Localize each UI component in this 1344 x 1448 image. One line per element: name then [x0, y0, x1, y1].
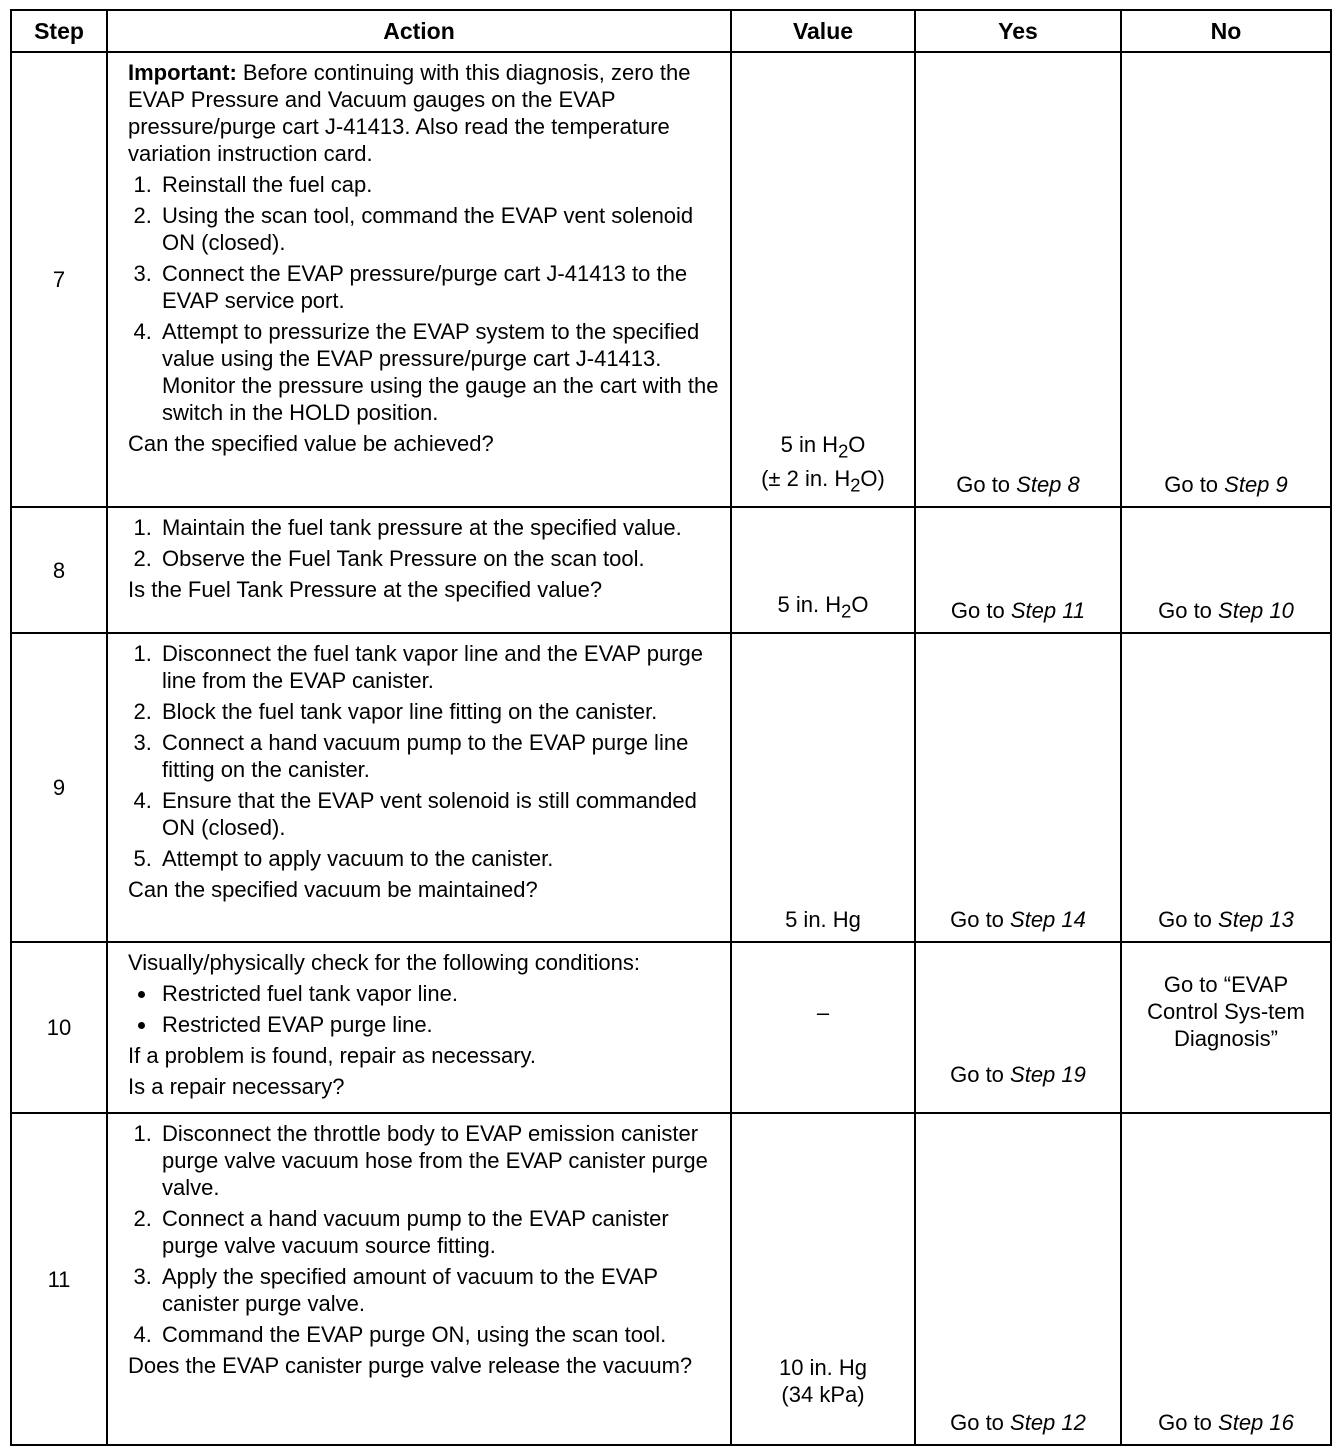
- yes-cell: Go to Step 11: [915, 507, 1121, 633]
- action-cell: [107, 52, 731, 507]
- no-cell: Go to “EVAP Control Sys-tem Diagnosis”: [1121, 942, 1331, 1113]
- list-item: 2. Observe the Fuel Tank Pressure on the scan tool.: [158, 545, 720, 572]
- table-row: [11, 1113, 1331, 1445]
- value-line: (± 2 in. $H_2O$): [761, 465, 885, 495]
- list-item: 4. Ensure that the EVAP vent solenoid is still commanded ON (closed).: [158, 787, 720, 841]
- intro-text: Visually/physically check for the following conditions:: [128, 950, 640, 975]
- no-cell: Go to Step 16: [1121, 1113, 1331, 1445]
- step-number: 11: [11, 1113, 107, 1445]
- no-step-link: Step 16: [1218, 1410, 1294, 1435]
- header-value: Value: [731, 10, 915, 52]
- question-text: Can the specified vacuum be maintained?: [128, 877, 538, 902]
- table-row: [11, 633, 1331, 942]
- list-item: 4. Command the EVAP purge ON, using the scan tool.: [158, 1321, 720, 1348]
- no-step-link: Step 9: [1224, 472, 1288, 497]
- value-cell: [731, 507, 915, 633]
- list-item: 2. Connect a hand vacuum pump to the EVAP canister purge valve vacuum source fitting.: [158, 1205, 720, 1259]
- no-cell: Go to Step 13: [1121, 633, 1331, 942]
- action-list: [128, 171, 720, 426]
- action-list: [128, 640, 720, 872]
- step-number: 10: [11, 942, 107, 1113]
- list-item: 4. Attempt to pressurize the EVAP system to the specified value using the EVAP pressure/purge cart J-41413. Monitor the pressure using the gauge an the cart with the switch in the HOLD position.: [158, 318, 720, 426]
- header-step: Step: [11, 10, 107, 52]
- instruction-text: If a problem is found, repair as necessary.: [128, 1043, 537, 1068]
- list-item: 5. Attempt to apply vacuum to the canister.: [158, 845, 720, 872]
- list-item: • Restricted fuel tank vapor line.: [158, 980, 720, 1007]
- important-note: [128, 59, 720, 167]
- yes-step-link: Step 14: [1010, 907, 1086, 932]
- action-cell: [107, 633, 731, 942]
- header-no: No: [1121, 10, 1331, 52]
- yes-step-link: Step 8: [1016, 472, 1080, 497]
- yes-cell: Go to Step 12: [915, 1113, 1121, 1445]
- diagnostic-table: [10, 9, 1332, 1446]
- value-line: 5 in $H_2O$: [780, 432, 866, 462]
- table-row: [11, 52, 1331, 507]
- action-cell: [107, 507, 731, 633]
- header-yes: Yes: [915, 10, 1121, 52]
- value-cell: [731, 52, 915, 507]
- action-list: [128, 1120, 720, 1348]
- question-text: Is a repair necessary?: [128, 1074, 345, 1099]
- yes-cell: Go to Step 14: [915, 633, 1121, 942]
- yes-step-link: Step 11: [1010, 598, 1086, 623]
- yes-step-link: Step 12: [1010, 1410, 1086, 1435]
- header-row: [11, 10, 1331, 52]
- step-number: 9: [11, 633, 107, 942]
- list-item: 1. Reinstall the fuel cap.: [158, 171, 720, 198]
- question-text: Can the specified value be achieved?: [128, 431, 494, 456]
- action-cell: [107, 942, 731, 1113]
- value-line: (34 kPa): [781, 1382, 865, 1407]
- list-item: 3. Connect the EVAP pressure/purge cart J-41413 to the EVAP service port.: [158, 260, 720, 314]
- step-number: 7: [11, 52, 107, 507]
- list-item: 1. Disconnect the fuel tank vapor line and the EVAP purge line from the EVAP canister.: [158, 640, 720, 694]
- value-cell: –: [731, 942, 915, 1113]
- no-step-link: Step 10: [1218, 598, 1294, 623]
- list-item: 2. Block the fuel tank vapor line fitting on the canister.: [158, 698, 720, 725]
- important-label: Important:: [128, 60, 237, 85]
- question-text: Does the EVAP canister purge valve release the vacuum?: [128, 1353, 693, 1378]
- table-row: [11, 507, 1331, 633]
- list-item: 3. Apply the specified amount of vacuum to the EVAP canister purge valve.: [158, 1263, 720, 1317]
- yes-cell: Go to Step 8: [915, 52, 1121, 507]
- value-cell: 5 in. Hg: [731, 633, 915, 942]
- action-cell: [107, 1113, 731, 1445]
- list-item: 2. Using the scan tool, command the EVAP vent solenoid ON (closed).: [158, 202, 720, 256]
- table-row: [11, 942, 1331, 1113]
- no-step-link: Step 13: [1218, 907, 1294, 932]
- list-item: 1. Disconnect the throttle body to EVAP emission canister purge valve vacuum hose from the EVAP canister purge valve.: [158, 1120, 720, 1201]
- list-item: • Restricted EVAP purge line.: [158, 1011, 720, 1038]
- question-text: Is the Fuel Tank Pressure at the specified value?: [128, 577, 603, 602]
- yes-cell: Go to Step 19: [915, 942, 1121, 1113]
- action-list: [128, 514, 720, 572]
- list-item: 1. Maintain the fuel tank pressure at the specified value.: [158, 514, 720, 541]
- list-item: 3. Connect a hand vacuum pump to the EVAP purge line fitting on the canister.: [158, 729, 720, 783]
- value-line: 10 in. Hg: [778, 1355, 868, 1380]
- value-cell: [731, 1113, 915, 1445]
- header-action: Action: [107, 10, 731, 52]
- no-cell: Go to Step 9: [1121, 52, 1331, 507]
- condition-list: [128, 980, 720, 1038]
- important-text: Before continuing with this diagnosis, zero the EVAP Pressure and Vacuum gauges on the EVAP pressure/purge cart J-41413. Also read the temperature variation instruction card.: [128, 60, 691, 166]
- value-line: 5 in. $H_2O$: [777, 591, 869, 621]
- yes-step-link: Step 19: [1010, 1062, 1086, 1087]
- no-cell: Go to Step 10: [1121, 507, 1331, 633]
- step-number: 8: [11, 507, 107, 633]
